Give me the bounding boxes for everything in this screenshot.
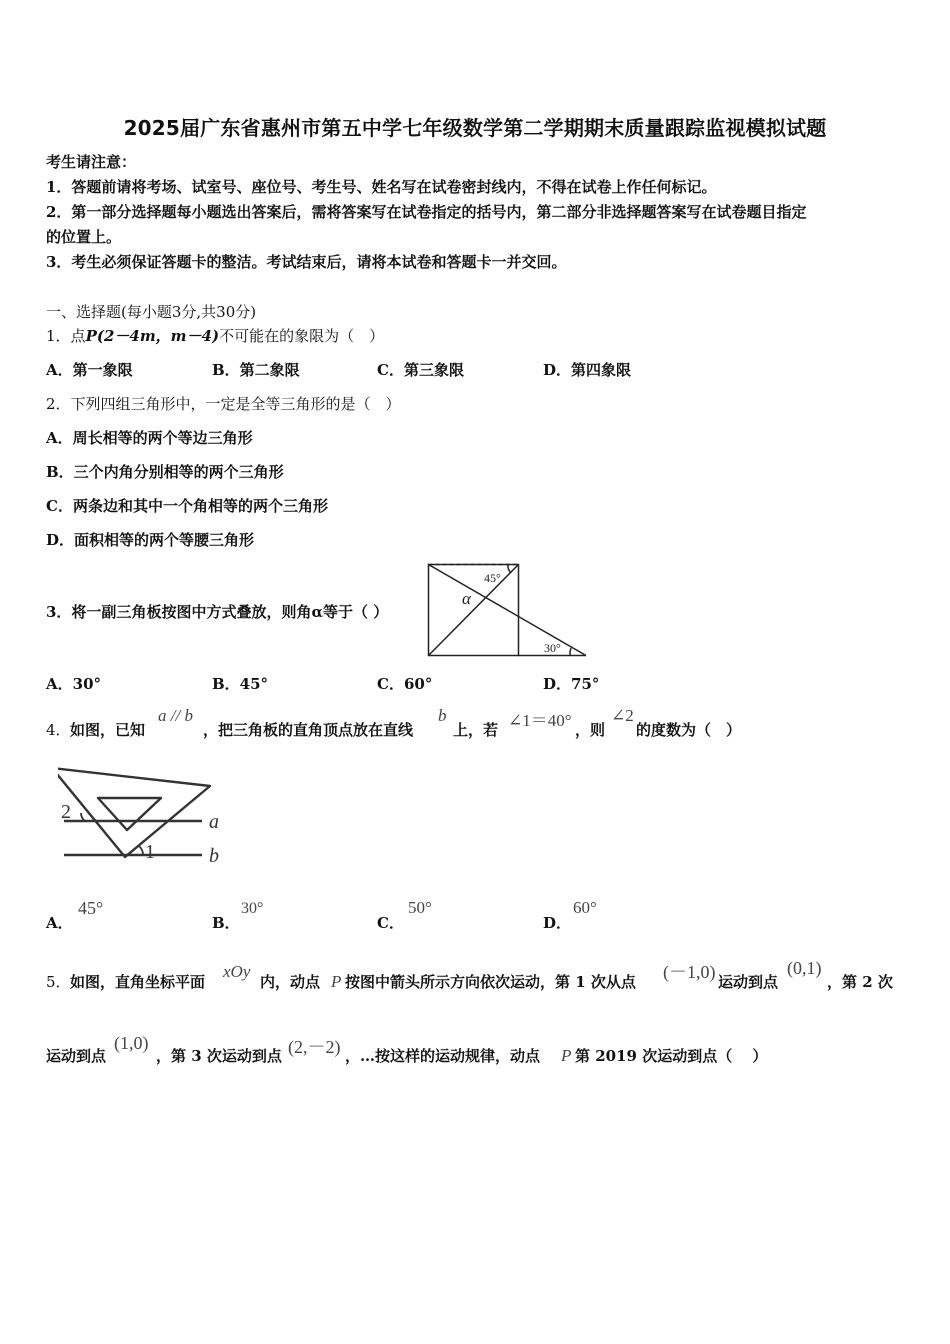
q5-math-point4: (2,－2) bbox=[288, 1037, 341, 1057]
q4-number: 4． bbox=[46, 721, 71, 739]
q5-math-xoy: xOy bbox=[223, 962, 251, 981]
q1-number: 1． bbox=[46, 327, 71, 345]
notice-item-3: 3．考生必须保证答题卡的整洁。考试结束后，请将本试卷和答题卡一并交回。 bbox=[46, 253, 567, 271]
q5-text-6: 运动到点 bbox=[46, 1047, 107, 1065]
q4-text-1: 如图，已知 bbox=[70, 721, 146, 739]
q4-option-b-value: 30° bbox=[241, 900, 264, 917]
question-1-stem bbox=[46, 326, 384, 346]
q3-option-c[interactable]: C．60° bbox=[377, 675, 433, 693]
q4-text-3: 上，若 bbox=[453, 721, 499, 739]
q4-label-b: b bbox=[209, 845, 219, 867]
q4-math-angle1: ∠1＝40° bbox=[508, 711, 572, 730]
q3-hypotenuse-30 bbox=[429, 565, 587, 656]
q1-expression: P(2－4m，m－4) bbox=[85, 327, 220, 345]
q5-math-p: P bbox=[331, 972, 342, 991]
q5-text-5: ，第 2 次 bbox=[827, 973, 893, 991]
q4-option-c-value: 50° bbox=[408, 898, 432, 917]
q4-text-5: 的度数为（ ） bbox=[636, 721, 742, 739]
q3-arc-30 bbox=[570, 648, 571, 655]
question-3-stem: 3．将一副三角板按图中方式叠放，则角α等于（ ） bbox=[46, 603, 389, 621]
q4-label-2: 2 bbox=[61, 801, 71, 823]
q4-math-b: b bbox=[438, 706, 447, 725]
q5-text-9: 第 2019 次运动到点（ ） bbox=[575, 1047, 768, 1065]
q5-text-7: ，第 3 次运动到点 bbox=[156, 1047, 282, 1065]
q4-math-a-parallel-b: a // b bbox=[158, 706, 193, 725]
notice-item-2-cont: 的位置上。 bbox=[46, 228, 122, 246]
q4-angle2-arc bbox=[81, 813, 85, 821]
q1-option-a[interactable]: A．第一象限 bbox=[46, 361, 133, 379]
q5-text-3: 按图中箭头所示方向依次运动，第 1 次从点 bbox=[345, 973, 636, 991]
q5-text-8: ，…按这样的运动规律，动点 bbox=[345, 1047, 541, 1065]
q4-label-1: 1 bbox=[145, 841, 155, 863]
q3-label-alpha: α bbox=[462, 589, 471, 608]
q5-number: 5． bbox=[46, 973, 71, 991]
q4-option-d-value: 60° bbox=[573, 898, 597, 917]
q4-text-4: ，则 bbox=[575, 721, 606, 739]
q4-option-a[interactable]: A． bbox=[46, 914, 73, 932]
question-2-stem: 2．下列四组三角形中，一定是全等三角形的是（ ） bbox=[46, 395, 401, 413]
q4-math-angle2: ∠2 bbox=[611, 706, 634, 725]
q4-label-a: a bbox=[209, 811, 219, 833]
q3-triangle-figure bbox=[424, 560, 592, 662]
q1-option-c[interactable]: C．第三象限 bbox=[377, 361, 464, 379]
q4-angle1-arc bbox=[139, 846, 143, 855]
q5-math-point3: (1,0) bbox=[114, 1033, 149, 1053]
q5-math-p2: P bbox=[561, 1046, 572, 1065]
q5-math-point1: (－1,0) bbox=[663, 962, 716, 982]
q4-option-b[interactable]: B． bbox=[212, 914, 240, 932]
q4-text-2: ，把三角板的直角顶点放在直线 bbox=[203, 721, 414, 739]
q3-label-30: 30° bbox=[544, 641, 561, 655]
section-heading: 一、选择题(每小题3分,共30分) bbox=[46, 303, 257, 321]
q3-label-45: 45° bbox=[484, 571, 501, 585]
q2-option-c[interactable]: C．两条边和其中一个角相等的两个三角形 bbox=[46, 497, 328, 515]
q3-option-d[interactable]: D．75° bbox=[543, 675, 600, 693]
q4-set-square-outer bbox=[58, 768, 210, 857]
q5-text-4: 运动到点 bbox=[718, 973, 779, 991]
q1-text-end: 不可能在的象限为（ ） bbox=[219, 327, 385, 345]
q3-diagonal-line bbox=[429, 565, 519, 656]
q5-text-1: 如图，直角坐标平面 bbox=[70, 973, 206, 991]
q4-set-square-inner bbox=[98, 798, 161, 830]
q1-option-d[interactable]: D．第四象限 bbox=[543, 361, 632, 379]
q4-option-c[interactable]: C． bbox=[377, 914, 404, 932]
q5-text-2: 内，动点 bbox=[260, 973, 321, 991]
q1-option-b[interactable]: B．第二象限 bbox=[212, 361, 300, 379]
page-title: 2025届广东省惠州市第五中学七年级数学第二学期期末质量跟踪监视模拟试题 bbox=[123, 116, 827, 140]
q2-option-d[interactable]: D．面积相等的两个等腰三角形 bbox=[46, 531, 255, 549]
q2-option-a[interactable]: A．周长相等的两个等边三角形 bbox=[46, 429, 253, 447]
q3-arc-45 bbox=[508, 565, 511, 573]
q4-parallel-lines-figure bbox=[58, 764, 228, 868]
notice-item-2: 2．第一部分选择题每小题选出答案后，需将答案写在试卷指定的括号内，第二部分非选择题答案写在试卷题目指定 bbox=[46, 203, 807, 221]
q3-option-b[interactable]: B．45° bbox=[212, 675, 269, 693]
q2-option-b[interactable]: B．三个内角分别相等的两个三角形 bbox=[46, 463, 284, 481]
q4-option-d[interactable]: D． bbox=[543, 914, 572, 932]
notice-item-1: 1．答题前请将考场、试室号、座位号、考生号、姓名写在试卷密封线内，不得在试卷上作任何标记。 bbox=[46, 178, 717, 196]
q5-math-point2: (0,1) bbox=[787, 958, 822, 978]
q1-text: 点 bbox=[70, 327, 86, 345]
q3-option-a[interactable]: A．30° bbox=[46, 675, 102, 693]
notice-heading: 考生请注意： bbox=[46, 153, 137, 171]
q4-option-a-value: 45° bbox=[78, 898, 104, 918]
